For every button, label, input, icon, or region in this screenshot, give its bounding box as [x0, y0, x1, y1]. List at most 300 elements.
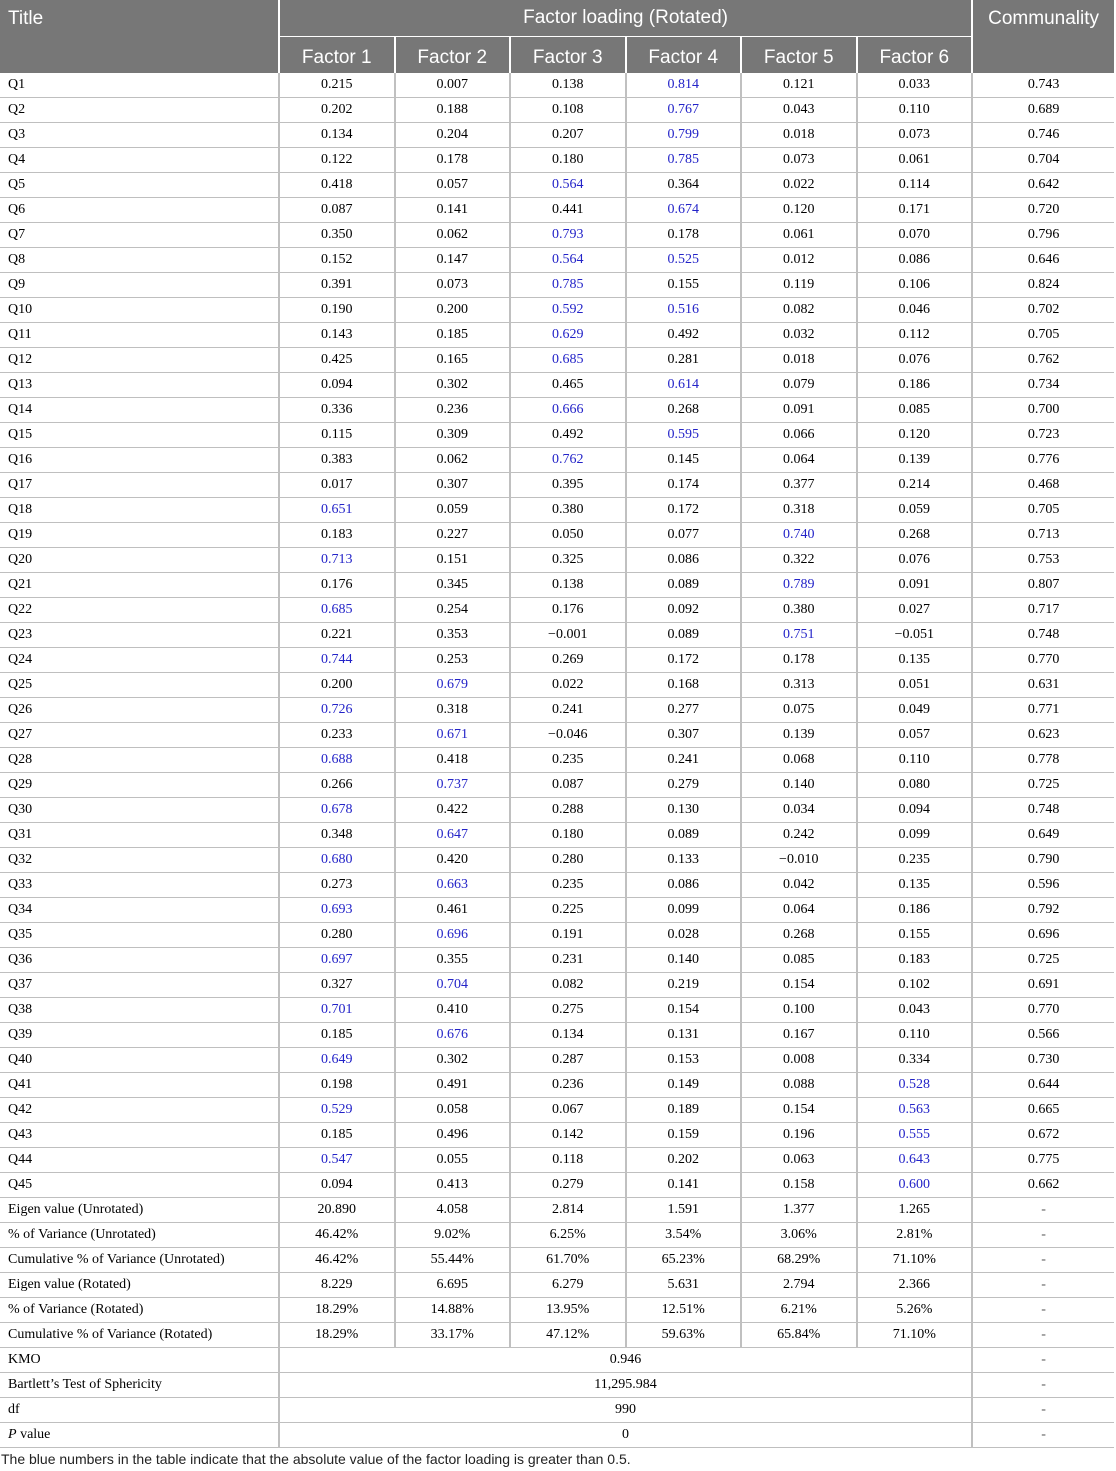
- loading-cell: 0.172: [626, 497, 742, 522]
- loading-cell: 0.313: [741, 672, 857, 697]
- table-row: [0, 1047, 1114, 1072]
- loading-cell: 0.155: [626, 272, 742, 297]
- summary-label: Eigen value (Unrotated): [0, 1197, 279, 1222]
- loading-cell: 0.176: [279, 572, 395, 597]
- loading-cell: 0.663: [395, 872, 511, 897]
- loading-cell: 0.176: [510, 597, 626, 622]
- communality-cell: 0.775: [972, 1147, 1114, 1172]
- test-label: P value: [0, 1422, 279, 1447]
- loading-cell: 0.082: [741, 297, 857, 322]
- loading-cell: 0.564: [510, 172, 626, 197]
- loading-cell: 0.235: [510, 747, 626, 772]
- loading-cell: 0.049: [857, 697, 973, 722]
- loading-cell: 0.131: [626, 1022, 742, 1047]
- summary-row: [0, 1272, 1114, 1297]
- communality-cell: 0.672: [972, 1122, 1114, 1147]
- row-label: Q17: [0, 472, 279, 497]
- table-row: [0, 847, 1114, 872]
- loading-cell: 0.018: [741, 347, 857, 372]
- loading-cell: 0.221: [279, 622, 395, 647]
- summary-cell: 65.23%: [626, 1247, 742, 1272]
- loading-cell: 0.059: [857, 497, 973, 522]
- loading-cell: 0.171: [857, 197, 973, 222]
- loading-cell: 0.713: [279, 547, 395, 572]
- loading-cell: 0.190: [279, 297, 395, 322]
- test-value: 0.946: [279, 1347, 972, 1372]
- loading-cell: 0.055: [395, 1147, 511, 1172]
- loading-cell: 0.121: [741, 73, 857, 98]
- loading-cell: 0.322: [741, 547, 857, 572]
- loading-cell: 0.309: [395, 422, 511, 447]
- loading-cell: 0.785: [510, 272, 626, 297]
- communality-cell: 0.696: [972, 922, 1114, 947]
- loading-cell: 0.174: [626, 472, 742, 497]
- loading-cell: 0.281: [626, 347, 742, 372]
- table-row: [0, 872, 1114, 897]
- row-label: Q28: [0, 747, 279, 772]
- loading-cell: 0.413: [395, 1172, 511, 1197]
- row-label: Q37: [0, 972, 279, 997]
- loading-cell: 0.492: [510, 422, 626, 447]
- summary-cell: 13.95%: [510, 1297, 626, 1322]
- row-label: Q33: [0, 872, 279, 897]
- loading-cell: 0.202: [279, 97, 395, 122]
- loading-cell: 0.241: [510, 697, 626, 722]
- table-row: [0, 797, 1114, 822]
- factor-2-header: Factor 2: [395, 37, 511, 73]
- loading-cell: 0.529: [279, 1097, 395, 1122]
- loading-cell: 0.147: [395, 247, 511, 272]
- loading-cell: 0.547: [279, 1147, 395, 1172]
- loading-cell: −0.051: [857, 622, 973, 647]
- loading-cell: 0.077: [626, 522, 742, 547]
- summary-cell: 6.25%: [510, 1222, 626, 1247]
- communality-cell: -: [972, 1372, 1114, 1397]
- loading-cell: 0.318: [395, 697, 511, 722]
- loading-cell: 0.092: [626, 597, 742, 622]
- summary-cell: 46.42%: [279, 1247, 395, 1272]
- loading-cell: 0.186: [857, 897, 973, 922]
- loading-cell: 0.061: [857, 147, 973, 172]
- loading-cell: 0.043: [741, 97, 857, 122]
- row-label: Q16: [0, 447, 279, 472]
- loading-cell: 0.461: [395, 897, 511, 922]
- loading-cell: 0.085: [857, 397, 973, 422]
- loading-cell: 0.178: [395, 147, 511, 172]
- loading-cell: 0.051: [857, 672, 973, 697]
- loading-cell: 0.062: [395, 222, 511, 247]
- loading-cell: 0.649: [279, 1047, 395, 1072]
- loading-cell: 0.318: [741, 497, 857, 522]
- row-label: Q26: [0, 697, 279, 722]
- summary-cell: 2.794: [741, 1272, 857, 1297]
- loading-cell: 0.108: [510, 97, 626, 122]
- row-label: Q3: [0, 122, 279, 147]
- loading-cell: 0.744: [279, 647, 395, 672]
- summary-cell: 1.265: [857, 1197, 973, 1222]
- loading-cell: 0.236: [510, 1072, 626, 1097]
- loading-cell: 0.018: [741, 122, 857, 147]
- loading-cell: 0.139: [857, 447, 973, 472]
- row-label: Q8: [0, 247, 279, 272]
- loading-cell: 0.233: [279, 722, 395, 747]
- loading-cell: 0.178: [741, 647, 857, 672]
- loading-cell: 0.740: [741, 522, 857, 547]
- table-row: [0, 572, 1114, 597]
- communality-cell: -: [972, 1322, 1114, 1347]
- loading-cell: 0.073: [741, 147, 857, 172]
- row-label: Q24: [0, 647, 279, 672]
- loading-cell: 0.087: [510, 772, 626, 797]
- communality-cell: 0.746: [972, 122, 1114, 147]
- test-row: [0, 1422, 1114, 1447]
- loading-cell: 0.027: [857, 597, 973, 622]
- loading-cell: 0.094: [857, 797, 973, 822]
- loading-cell: 0.651: [279, 497, 395, 522]
- loading-cell: 0.563: [857, 1097, 973, 1122]
- loading-cell: 0.142: [510, 1122, 626, 1147]
- loading-cell: 0.793: [510, 222, 626, 247]
- title-column-header: Title: [0, 0, 279, 73]
- summary-cell: 71.10%: [857, 1322, 973, 1347]
- communality-cell: 0.644: [972, 1072, 1114, 1097]
- loading-cell: 0.112: [857, 322, 973, 347]
- row-label: Q35: [0, 922, 279, 947]
- row-label: Q22: [0, 597, 279, 622]
- loading-cell: 0.180: [510, 822, 626, 847]
- loading-cell: 0.134: [510, 1022, 626, 1047]
- table-row: [0, 597, 1114, 622]
- communality-cell: 0.743: [972, 73, 1114, 98]
- loading-cell: 0.231: [510, 947, 626, 972]
- loading-cell: 0.410: [395, 997, 511, 1022]
- test-value: 990: [279, 1397, 972, 1422]
- loading-cell: 0.377: [741, 472, 857, 497]
- loading-cell: 0.102: [857, 972, 973, 997]
- loading-cell: 0.110: [857, 97, 973, 122]
- loading-cell: 0.094: [279, 372, 395, 397]
- summary-cell: 3.54%: [626, 1222, 742, 1247]
- table-row: [0, 947, 1114, 972]
- row-label: Q23: [0, 622, 279, 647]
- loading-cell: 0.134: [279, 122, 395, 147]
- row-label: Q14: [0, 397, 279, 422]
- loading-cell: 0.241: [626, 747, 742, 772]
- loading-cell: 0.153: [626, 1047, 742, 1072]
- table-footnote: The blue numbers in the table indicate that the absolute value of the factor loading is greater than 0.5.: [1, 1451, 631, 1467]
- table-row: [0, 73, 1114, 98]
- row-label: Q10: [0, 297, 279, 322]
- summary-cell: 3.06%: [741, 1222, 857, 1247]
- loading-cell: 0.334: [857, 1047, 973, 1072]
- loading-cell: 0.080: [857, 772, 973, 797]
- loading-cell: 0.135: [857, 872, 973, 897]
- loading-cell: 0.091: [857, 572, 973, 597]
- factor-3-header: Factor 3: [510, 37, 626, 73]
- row-label: Q11: [0, 322, 279, 347]
- loading-cell: 0.114: [857, 172, 973, 197]
- loading-cell: 0.059: [395, 497, 511, 522]
- summary-cell: 18.29%: [279, 1322, 395, 1347]
- loading-cell: 0.685: [510, 347, 626, 372]
- loading-cell: 0.227: [395, 522, 511, 547]
- loading-cell: 0.595: [626, 422, 742, 447]
- table-row: [0, 747, 1114, 772]
- test-row: [0, 1347, 1114, 1372]
- loading-cell: 0.643: [857, 1147, 973, 1172]
- table-row: [0, 547, 1114, 572]
- table-row: [0, 247, 1114, 272]
- loading-cell: 0.268: [741, 922, 857, 947]
- row-label: Q41: [0, 1072, 279, 1097]
- communality-cell: -: [972, 1272, 1114, 1297]
- loading-cell: 0.033: [857, 73, 973, 98]
- communality-cell: 0.702: [972, 297, 1114, 322]
- loading-cell: 0.441: [510, 197, 626, 222]
- loading-cell: 0.154: [741, 1097, 857, 1122]
- loading-cell: 0.089: [626, 822, 742, 847]
- loading-cell: 0.070: [857, 222, 973, 247]
- loading-cell: 0.063: [741, 1147, 857, 1172]
- communality-cell: -: [972, 1247, 1114, 1272]
- table-row: [0, 522, 1114, 547]
- loading-cell: 0.235: [857, 847, 973, 872]
- communality-cell: 0.713: [972, 522, 1114, 547]
- loading-cell: 0.178: [626, 222, 742, 247]
- loading-cell: 0.118: [510, 1147, 626, 1172]
- loading-cell: 0.364: [626, 172, 742, 197]
- row-label: Q34: [0, 897, 279, 922]
- row-label: Q20: [0, 547, 279, 572]
- loading-cell: 0.085: [741, 947, 857, 972]
- loading-cell: 0.307: [626, 722, 742, 747]
- loading-cell: 0.279: [626, 772, 742, 797]
- factor-1-header: Factor 1: [279, 37, 395, 73]
- communality-cell: 0.748: [972, 797, 1114, 822]
- table-row: [0, 1022, 1114, 1047]
- loading-cell: 0.395: [510, 472, 626, 497]
- row-label: Q45: [0, 1172, 279, 1197]
- summary-cell: 2.814: [510, 1197, 626, 1222]
- communality-cell: 0.596: [972, 872, 1114, 897]
- table-row: [0, 922, 1114, 947]
- loading-cell: 0.043: [857, 997, 973, 1022]
- loading-cell: 0.022: [510, 672, 626, 697]
- summary-cell: 2.366: [857, 1272, 973, 1297]
- loading-cell: 0.138: [510, 73, 626, 98]
- loading-cell: 0.516: [626, 297, 742, 322]
- loading-cell: 0.110: [857, 1022, 973, 1047]
- factor-4-header: Factor 4: [626, 37, 742, 73]
- loading-cell: 0.189: [626, 1097, 742, 1122]
- test-row: [0, 1372, 1114, 1397]
- loading-cell: 0.079: [741, 372, 857, 397]
- loading-cell: 0.089: [626, 572, 742, 597]
- communality-cell: 0.753: [972, 547, 1114, 572]
- table-row: [0, 147, 1114, 172]
- loading-cell: 0.288: [510, 797, 626, 822]
- loading-cell: 0.236: [395, 397, 511, 422]
- row-label: Q44: [0, 1147, 279, 1172]
- loading-cell: −0.010: [741, 847, 857, 872]
- summary-cell: 2.81%: [857, 1222, 973, 1247]
- table-row: [0, 672, 1114, 697]
- loading-cell: 0.075: [741, 697, 857, 722]
- summary-label: Cumulative % of Variance (Rotated): [0, 1322, 279, 1347]
- summary-cell: 68.29%: [741, 1247, 857, 1272]
- loading-cell: 0.380: [741, 597, 857, 622]
- loading-cell: 0.492: [626, 322, 742, 347]
- loading-cell: 0.100: [741, 997, 857, 1022]
- communality-cell: 0.725: [972, 772, 1114, 797]
- loading-cell: 0.679: [395, 672, 511, 697]
- loading-cell: 0.138: [510, 572, 626, 597]
- loading-cell: 0.418: [279, 172, 395, 197]
- loading-cell: 0.688: [279, 747, 395, 772]
- summary-cell: 9.02%: [395, 1222, 511, 1247]
- table-row: [0, 397, 1114, 422]
- table-row: [0, 497, 1114, 522]
- summary-cell: 6.695: [395, 1272, 511, 1297]
- loading-cell: 0.067: [510, 1097, 626, 1122]
- summary-cell: 14.88%: [395, 1297, 511, 1322]
- row-label: Q7: [0, 222, 279, 247]
- loading-cell: 0.225: [510, 897, 626, 922]
- row-label: Q9: [0, 272, 279, 297]
- loading-cell: 0.215: [279, 73, 395, 98]
- communality-cell: 0.790: [972, 847, 1114, 872]
- loading-cell: 0.082: [510, 972, 626, 997]
- row-label: Q2: [0, 97, 279, 122]
- summary-cell: 71.10%: [857, 1247, 973, 1272]
- loading-cell: 0.152: [279, 247, 395, 272]
- loading-cell: 0.143: [279, 322, 395, 347]
- loading-cell: 0.420: [395, 847, 511, 872]
- table-row: [0, 297, 1114, 322]
- communality-cell: 0.770: [972, 647, 1114, 672]
- summary-row: [0, 1322, 1114, 1347]
- table-row: [0, 647, 1114, 672]
- loading-cell: 0.064: [741, 897, 857, 922]
- communality-cell: 0.776: [972, 447, 1114, 472]
- loading-cell: 0.068: [741, 747, 857, 772]
- row-label: Q27: [0, 722, 279, 747]
- loading-cell: 0.785: [626, 147, 742, 172]
- loading-cell: 0.799: [626, 122, 742, 147]
- communality-cell: 0.689: [972, 97, 1114, 122]
- loading-cell: 0.183: [279, 522, 395, 547]
- loading-cell: 0.058: [395, 1097, 511, 1122]
- loading-cell: 0.088: [741, 1072, 857, 1097]
- loading-cell: 0.674: [626, 197, 742, 222]
- loading-cell: 0.555: [857, 1122, 973, 1147]
- loading-cell: 0.425: [279, 347, 395, 372]
- loading-cell: 0.202: [626, 1147, 742, 1172]
- loading-cell: 0.696: [395, 922, 511, 947]
- communality-cell: 0.642: [972, 172, 1114, 197]
- loading-cell: 0.600: [857, 1172, 973, 1197]
- loading-cell: 0.172: [626, 647, 742, 672]
- loading-cell: 0.140: [626, 947, 742, 972]
- communality-cell: 0.646: [972, 247, 1114, 272]
- loading-cell: 0.345: [395, 572, 511, 597]
- loading-cell: 0.678: [279, 797, 395, 822]
- loading-cell: 0.122: [279, 147, 395, 172]
- loading-cell: 0.200: [279, 672, 395, 697]
- row-label: Q42: [0, 1097, 279, 1122]
- factor-5-header: Factor 5: [741, 37, 857, 73]
- loading-cell: 0.042: [741, 872, 857, 897]
- row-label: Q25: [0, 672, 279, 697]
- loading-cell: 0.115: [279, 422, 395, 447]
- loading-cell: 0.676: [395, 1022, 511, 1047]
- communality-cell: 0.700: [972, 397, 1114, 422]
- loading-cell: 0.219: [626, 972, 742, 997]
- communality-cell: 0.705: [972, 322, 1114, 347]
- summary-label: % of Variance (Rotated): [0, 1297, 279, 1322]
- communality-cell: 0.662: [972, 1172, 1114, 1197]
- table-row: [0, 972, 1114, 997]
- communality-cell: -: [972, 1297, 1114, 1322]
- table-row: [0, 1072, 1114, 1097]
- loading-cell: 0.629: [510, 322, 626, 347]
- communality-cell: 0.704: [972, 147, 1114, 172]
- row-label: Q38: [0, 997, 279, 1022]
- table-row: [0, 772, 1114, 797]
- loading-cell: 0.034: [741, 797, 857, 822]
- loading-cell: 0.012: [741, 247, 857, 272]
- loading-cell: −0.001: [510, 622, 626, 647]
- communality-cell: 0.723: [972, 422, 1114, 447]
- communality-cell: 0.734: [972, 372, 1114, 397]
- loading-cell: 0.158: [741, 1172, 857, 1197]
- loading-cell: 0.287: [510, 1047, 626, 1072]
- table-row: [0, 697, 1114, 722]
- summary-cell: 12.51%: [626, 1297, 742, 1322]
- loading-cell: 0.155: [857, 922, 973, 947]
- communality-column-header: Communality: [972, 0, 1114, 73]
- summary-cell: 1.377: [741, 1197, 857, 1222]
- row-label: Q21: [0, 572, 279, 597]
- loading-cell: 0.196: [741, 1122, 857, 1147]
- test-label: df: [0, 1397, 279, 1422]
- summary-cell: 18.29%: [279, 1297, 395, 1322]
- loading-cell: 0.348: [279, 822, 395, 847]
- loading-cell: 0.737: [395, 772, 511, 797]
- communality-cell: 0.623: [972, 722, 1114, 747]
- loading-cell: 0.685: [279, 597, 395, 622]
- loading-cell: 0.491: [395, 1072, 511, 1097]
- communality-cell: 0.796: [972, 222, 1114, 247]
- loading-cell: 0.073: [857, 122, 973, 147]
- test-value: 11,295.984: [279, 1372, 972, 1397]
- loading-cell: 0.140: [741, 772, 857, 797]
- loading-cell: 0.110: [857, 747, 973, 772]
- loading-cell: 0.242: [741, 822, 857, 847]
- table-row: [0, 897, 1114, 922]
- loading-cell: 0.680: [279, 847, 395, 872]
- loading-cell: 0.086: [626, 547, 742, 572]
- loading-cell: 0.106: [857, 272, 973, 297]
- loading-cell: 0.465: [510, 372, 626, 397]
- summary-label: % of Variance (Unrotated): [0, 1222, 279, 1247]
- table-row: [0, 422, 1114, 447]
- communality-cell: 0.468: [972, 472, 1114, 497]
- loading-cell: 0.050: [510, 522, 626, 547]
- loading-cell: 0.327: [279, 972, 395, 997]
- row-label: Q19: [0, 522, 279, 547]
- loading-cell: 0.528: [857, 1072, 973, 1097]
